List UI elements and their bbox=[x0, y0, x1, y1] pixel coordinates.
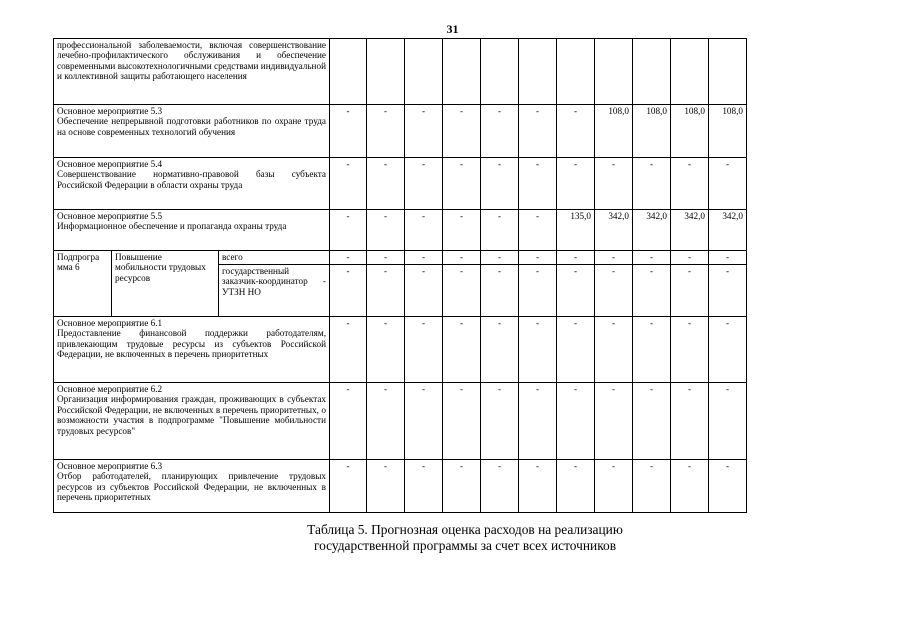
value-cell bbox=[330, 39, 367, 105]
value-cell: - bbox=[671, 383, 709, 460]
value-cell: - bbox=[519, 460, 557, 513]
value-cell: - bbox=[367, 317, 405, 383]
measure-title: Основное мероприятие 6.2 bbox=[57, 384, 163, 394]
value-cell: - bbox=[443, 460, 481, 513]
measure-text: Отбор работодателей, планирующих привлечение трудовых ресурсов из субъектов Российской Федерации, не включенных в перечень приоритетных bbox=[57, 471, 326, 503]
measure-text: Информационное обеспечение и пропаганда охраны труда bbox=[57, 221, 287, 232]
value-cell: - bbox=[595, 460, 633, 513]
budget-table bbox=[53, 38, 747, 513]
value-cell: - bbox=[481, 105, 519, 158]
value-cell: 342,0 bbox=[633, 210, 671, 251]
value-cell: - bbox=[595, 265, 633, 317]
value-cell: - bbox=[519, 105, 557, 158]
table-caption bbox=[255, 522, 675, 554]
value-cell: 342,0 bbox=[709, 210, 747, 251]
value-cell: - bbox=[709, 317, 747, 383]
value-cell: - bbox=[633, 251, 671, 265]
value-cell: - bbox=[405, 383, 443, 460]
value-cell: - bbox=[633, 460, 671, 513]
value-cell: - bbox=[709, 158, 747, 210]
value-cell bbox=[595, 39, 633, 105]
value-cell: - bbox=[481, 265, 519, 317]
caption-line-2: государственной программы за счет всех источников bbox=[313, 538, 617, 553]
value-cell: - bbox=[709, 460, 747, 513]
value-cell: - bbox=[330, 158, 367, 210]
value-cell: - bbox=[367, 383, 405, 460]
value-cell bbox=[405, 39, 443, 105]
value-cell: - bbox=[367, 265, 405, 317]
value-cell: - bbox=[671, 460, 709, 513]
value-cell: - bbox=[443, 265, 481, 317]
value-cell: - bbox=[405, 105, 443, 158]
value-cell: - bbox=[557, 460, 595, 513]
value-cell: - bbox=[367, 251, 405, 265]
funding-line-coordinator: государственный заказчик-координатор - УТЗН НО bbox=[219, 265, 330, 317]
value-cell: - bbox=[481, 210, 519, 251]
table-row bbox=[54, 210, 747, 251]
value-cell bbox=[671, 39, 709, 105]
value-cell: 108,0 bbox=[671, 105, 709, 158]
value-cell: - bbox=[481, 317, 519, 383]
value-cell bbox=[557, 39, 595, 105]
measure-title: Основное мероприятие 5.4 bbox=[57, 159, 163, 169]
value-cell: - bbox=[367, 158, 405, 210]
table-row bbox=[54, 383, 747, 460]
value-cell: - bbox=[671, 265, 709, 317]
value-cell: - bbox=[405, 265, 443, 317]
value-cell: - bbox=[367, 210, 405, 251]
value-cell: 342,0 bbox=[595, 210, 633, 251]
value-cell: - bbox=[443, 383, 481, 460]
measure-text: Предоставление финансовой поддержки работодателям, привлекающим трудовые ресурсы из субъектов Российской Федерации, не включенных в перечень приоритетных bbox=[57, 328, 326, 360]
value-cell: - bbox=[519, 210, 557, 251]
value-cell: - bbox=[633, 158, 671, 210]
value-cell: - bbox=[557, 158, 595, 210]
measure-title: Основное мероприятие 5.5 bbox=[57, 211, 163, 221]
measure-title: Основное мероприятие 6.1 bbox=[57, 318, 163, 328]
value-cell: - bbox=[595, 251, 633, 265]
row-description bbox=[54, 460, 330, 513]
value-cell: 135,0 bbox=[557, 210, 595, 251]
value-cell: - bbox=[519, 158, 557, 210]
value-cell: - bbox=[709, 265, 747, 317]
measure-title: Основное мероприятие 5.3 bbox=[57, 106, 163, 116]
value-cell: - bbox=[443, 251, 481, 265]
value-cell: - bbox=[405, 317, 443, 383]
value-cell: - bbox=[330, 317, 367, 383]
table-row bbox=[54, 39, 747, 105]
value-cell: - bbox=[330, 251, 367, 265]
value-cell: - bbox=[405, 210, 443, 251]
caption-line-1: Таблица 5. Прогнозная оценка расходов на реализацию bbox=[307, 522, 623, 537]
value-cell: - bbox=[557, 317, 595, 383]
value-cell: - bbox=[481, 158, 519, 210]
value-cell: - bbox=[405, 460, 443, 513]
page-number: 31 bbox=[446, 22, 459, 36]
row-description bbox=[54, 158, 330, 210]
value-cell: - bbox=[405, 251, 443, 265]
value-cell: - bbox=[709, 383, 747, 460]
table-row bbox=[54, 460, 747, 513]
value-cell: - bbox=[633, 265, 671, 317]
table-row bbox=[54, 158, 747, 210]
value-cell: 108,0 bbox=[709, 105, 747, 158]
value-cell: - bbox=[709, 251, 747, 265]
value-cell bbox=[519, 39, 557, 105]
value-cell: - bbox=[557, 251, 595, 265]
value-cell: - bbox=[481, 460, 519, 513]
table-row bbox=[54, 317, 747, 383]
row-description bbox=[54, 317, 330, 383]
value-cell: - bbox=[330, 105, 367, 158]
value-cell: - bbox=[481, 383, 519, 460]
value-cell bbox=[633, 39, 671, 105]
value-cell: - bbox=[330, 210, 367, 251]
funding-line-total: всего bbox=[219, 251, 330, 265]
value-cell: - bbox=[443, 158, 481, 210]
value-cell: 108,0 bbox=[595, 105, 633, 158]
value-cell: - bbox=[595, 383, 633, 460]
value-cell: - bbox=[595, 317, 633, 383]
measure-text: Организация информирования граждан, проживающих в субъектах Российской Федерации, не включенных в перечень приоритетных, о возможности участия в подпрограмме "Повышение мобильности трудовых ресурсов" bbox=[57, 394, 326, 436]
value-cell: 342,0 bbox=[671, 210, 709, 251]
value-cell: - bbox=[519, 383, 557, 460]
value-cell: - bbox=[405, 158, 443, 210]
measure-text: Совершенствование нормативно-правовой базы субъекта Российской Федерации в области охраны труда bbox=[57, 169, 326, 190]
value-cell: - bbox=[557, 105, 595, 158]
value-cell: - bbox=[330, 265, 367, 317]
value-cell: 108,0 bbox=[633, 105, 671, 158]
value-cell: - bbox=[557, 383, 595, 460]
value-cell bbox=[443, 39, 481, 105]
value-cell: - bbox=[633, 383, 671, 460]
measure-title: Основное мероприятие 6.3 bbox=[57, 461, 163, 471]
value-cell: - bbox=[671, 251, 709, 265]
row-description bbox=[54, 210, 330, 251]
value-cell: - bbox=[367, 105, 405, 158]
value-cell: - bbox=[595, 158, 633, 210]
row-description bbox=[54, 105, 330, 158]
value-cell: - bbox=[557, 265, 595, 317]
value-cell bbox=[367, 39, 405, 105]
table-row bbox=[54, 251, 747, 265]
value-cell bbox=[481, 39, 519, 105]
measure-text: Обеспечение непрерывной подготовки работников по охране труда на основе современных технологий обучения bbox=[57, 116, 326, 137]
value-cell: - bbox=[330, 460, 367, 513]
value-cell: - bbox=[443, 210, 481, 251]
value-cell: - bbox=[519, 265, 557, 317]
subprogram-label: Подпрогра мма 6 bbox=[54, 251, 112, 317]
value-cell: - bbox=[443, 105, 481, 158]
value-cell: - bbox=[443, 317, 481, 383]
value-cell: - bbox=[633, 317, 671, 383]
value-cell: - bbox=[367, 460, 405, 513]
table-row bbox=[54, 105, 747, 158]
row-description: профессиональной заболеваемости, включая совершенствование лечебно-профилактического обслуживания и обеспечение современными высокотехнологичными средствами индивидуальной и коллективной защиты работающего населения bbox=[54, 39, 330, 105]
value-cell bbox=[709, 39, 747, 105]
row-description bbox=[54, 383, 330, 460]
value-cell: - bbox=[519, 251, 557, 265]
value-cell: - bbox=[671, 317, 709, 383]
value-cell: - bbox=[330, 383, 367, 460]
value-cell: - bbox=[671, 158, 709, 210]
subprogram-name: Повышение мобильности трудовых ресурсов bbox=[112, 251, 219, 317]
value-cell: - bbox=[481, 251, 519, 265]
value-cell: - bbox=[519, 317, 557, 383]
